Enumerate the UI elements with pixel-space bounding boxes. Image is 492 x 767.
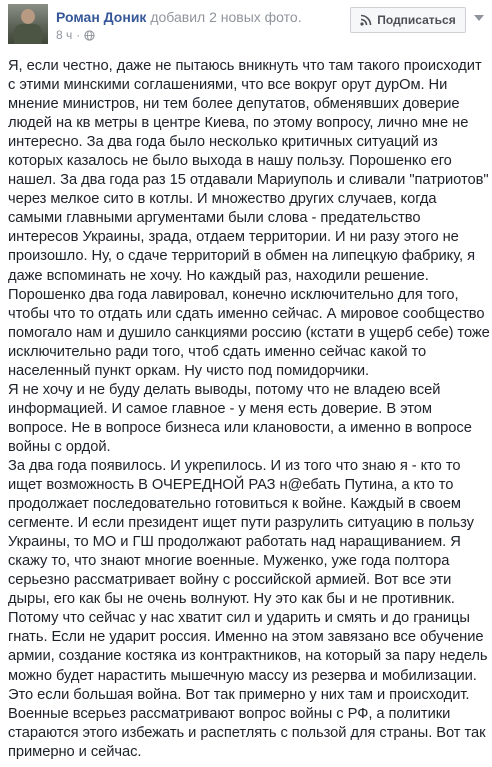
post-paragraph: Я не хочу и не буду делать выводы, потому что не владею всей информацией. И самое главное - у меня есть доверие. В этом вопросе. Не в вопросе бизнеса или клановости, а именно в вопросе войны с ордой.	[8, 381, 472, 455]
post-paragraph: Я, если честно, даже не пытаюсь вникнуть что там такого происходит с этими минскими соглашениями, что все вокруг орут дурОм. Ни мнение министров, ни тем более депутатов, обменявших доверие людей на кв метры в центре Киева, по этому вопросу, лично мне не интересно. За два года было несколько критичных ситуаций из которых казалось не было выхода в нашу пользу. Порошенко его нашел. За два года раз 15 отдавали Мариуполь и сливали "патриотов" через мелкое сито в котлы. И множество других случаев, когда самыми главными аргументами были слова - предательство интересов Украины, зрада, отдаем территории. И ни разу этого не произошло. Ну, о сдаче территорий в обмен на липецкую фабрику, я даже вспоминать не хочу. Но каждый раз, находили решение. Порошенко два года лавировал, конечно исключительно для того, чтобы что то отдать или сдать именно сейчас. А мировое сообщество помогало нам и душило санкциями россию (кстати в ущерб себе) тоже исключительно ради того, чтоб сдать именно сейчас какой то населенный пункт оркам. Ну чисто под помидорчики.	[8, 58, 490, 379]
avatar-body-shape	[14, 24, 42, 44]
author-name-link[interactable]: Роман Доник	[56, 9, 147, 25]
post-meta	[56, 27, 95, 43]
post-timestamp[interactable]: 8 ч	[56, 28, 73, 42]
globe-icon[interactable]	[84, 30, 95, 41]
subscribe-button[interactable]	[350, 7, 466, 33]
author-avatar[interactable]	[8, 4, 48, 44]
subscribe-button-label: Подписаться	[377, 13, 456, 27]
chevron-down-icon[interactable]	[474, 15, 484, 21]
post-header	[0, 0, 492, 52]
author-line	[56, 8, 302, 26]
post-paragraph: За два года появилось. И укрепилось. И из того что знаю я - кто то ищет возможность В ОЧЕРЕДНОЙ РАЗ н@ебать Путина, а кто то продолжает последовательно готовиться к войне. Каждый в своем сегменте. И если президент ищет пути разрулить ситуацию в пользу Украины, то МО и ГШ продолжают работать над наращиванием. Я скажу то, что знают многие военные. Муженко, уже года полтора серьезно рассматривает войну с российской армией. Вот все эти дыры, его как бы не очень волнуют. Ну это как бы и не противник. Потому что сейчас у нас хватит сил и ударить и смять и до границы гнать. Если не ударит россия. Именно на этом завязано все обучение армии, создание костяка из контрактников, на который за пару недель можно будет нарастить мышечную массу из резерва и мобилизации. Это если большая война. Вот так примерно у них там и происходит. Военные всерьез рассматривают вопрос войны с РФ, а политики стараются этого избежать и распетлять с пользой для страны. Вот так примерно и сейчас.	[8, 457, 488, 760]
avatar-head-shape	[21, 9, 35, 24]
rss-icon	[360, 14, 372, 26]
post-action-text: добавил 2 новых фото.	[150, 9, 302, 25]
meta-separator: ·	[76, 28, 81, 42]
post-body	[8, 57, 490, 762]
